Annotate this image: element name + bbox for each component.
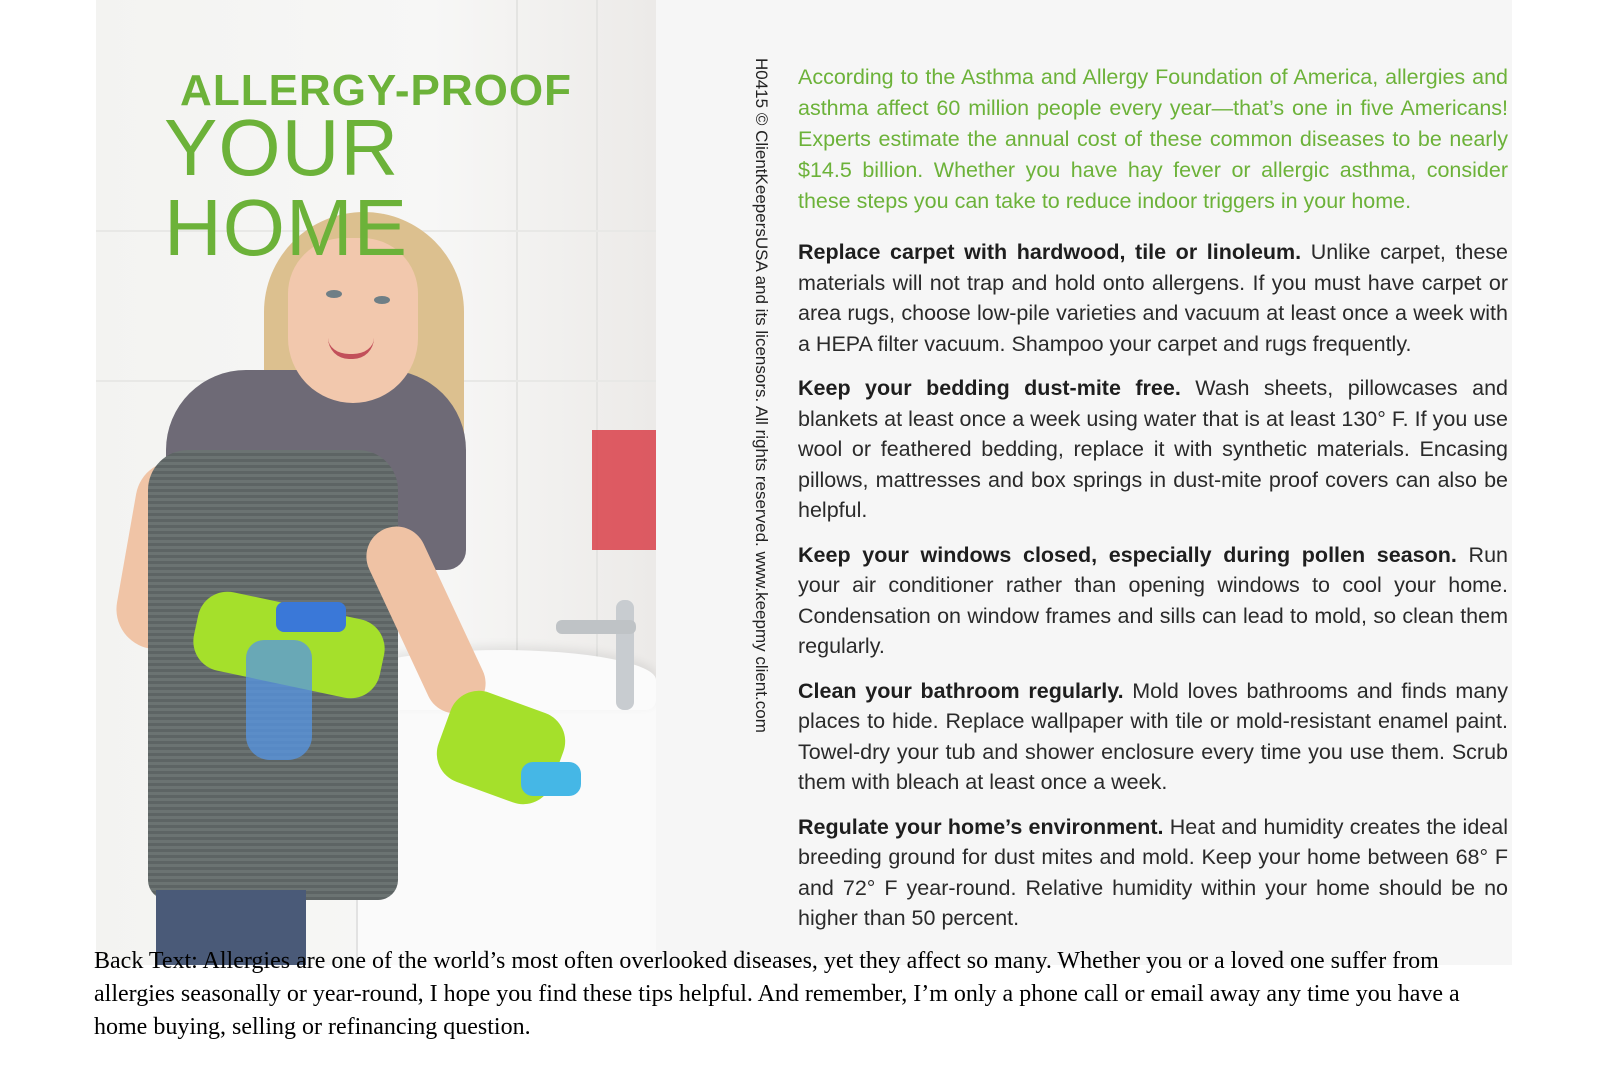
tip-paragraph: [798, 237, 1508, 359]
red-wall-panel: [592, 430, 656, 550]
title-your-home: YOUR HOME: [164, 103, 408, 272]
tip-paragraph: [798, 676, 1508, 798]
tip-body: Wash sheets, pillowcases and blankets at least once a week using water that is at least 130° F. If you use wool or feathered bedding, replace it with synthetic materials. Encasing pillows, mattresses and box springs in dust-mite proof covers can also be helpful.: [798, 376, 1508, 522]
tip-body: Run your air conditioner rather than opening windows to cool your home. Condensation on window frames and sills can lead to mold, so clean them regularly.: [798, 542, 1508, 658]
tip-paragraph: [798, 812, 1508, 934]
intro-paragraph: According to the Asthma and Allergy Foundation of America, allergies and asthma affect 60 million people every year—that’s one in five Americans! Experts estimate the annual cost of these common diseases to be nearly $14.5 billion. Whether you have hay fever or allergic asthma, consider these steps you can take to reduce indoor triggers in your home.: [798, 65, 1508, 213]
eye: [374, 296, 390, 304]
spray-bottle-head: [276, 602, 346, 632]
faucet: [616, 600, 634, 710]
spray-bottle: [246, 640, 312, 760]
article-column: [798, 62, 1508, 948]
eye: [326, 290, 342, 298]
woman-cleaning-sink-photo: [96, 0, 656, 965]
tip-paragraph: [798, 540, 1508, 662]
tip-heading: Regulate your home’s environment.: [798, 814, 1164, 839]
tip-heading: Replace carpet with hardwood, tile or linoleum.: [798, 240, 1302, 264]
tip-body: Mold loves bathrooms and finds many places to hide. Replace wallpaper with tile or mold-resistant enamel paint. Towel-dry your tub and shower enclosure every time you use them. Scrub them with bleach at least once a week.: [798, 678, 1509, 794]
postcard: [96, 0, 1512, 965]
blue-sponge: [521, 762, 581, 796]
tip-paragraph: [798, 373, 1508, 526]
tip-heading: Keep your bedding dust-mite free.: [798, 376, 1181, 400]
copyright-text: H0415 © ClientKeepersUSA and its licensors. All rights reserved. www.keepmy client.com: [752, 58, 771, 733]
tip-heading: Keep your windows closed, especially during pollen season.: [798, 542, 1457, 567]
back-text: Back Text: Allergies are one of the world’s most often overlooked diseases, yet they affect so many. Whether you or a loved one suffer from allergies seasonally or year-round, I hope you find these tips helpful. And remember, I’m only a phone call or email away any time you have a home buying, selling or refinancing question.: [94, 948, 1460, 1040]
vertical-copyright: [747, 58, 771, 838]
tip-body: Unlike carpet, these materials will not trap and hold onto allergens. If you must have carpet or area rugs, choose low-pile varieties and vacuum at least once a week with a HEPA filter vacuum. Shampoo your carpet and rugs frequently.: [798, 240, 1508, 356]
faucet-spout: [556, 620, 636, 634]
tip-body: Heat and humidity creates the ideal breeding ground for dust mites and mold. Keep your home between 68° F and 72° F year-round. Relative humidity within your home should be no higher than 50 percent.: [798, 814, 1508, 930]
title-allergy-proof: ALLERGY-PROOF: [180, 66, 572, 115]
tip-heading: Clean your bathroom regularly.: [798, 678, 1124, 703]
